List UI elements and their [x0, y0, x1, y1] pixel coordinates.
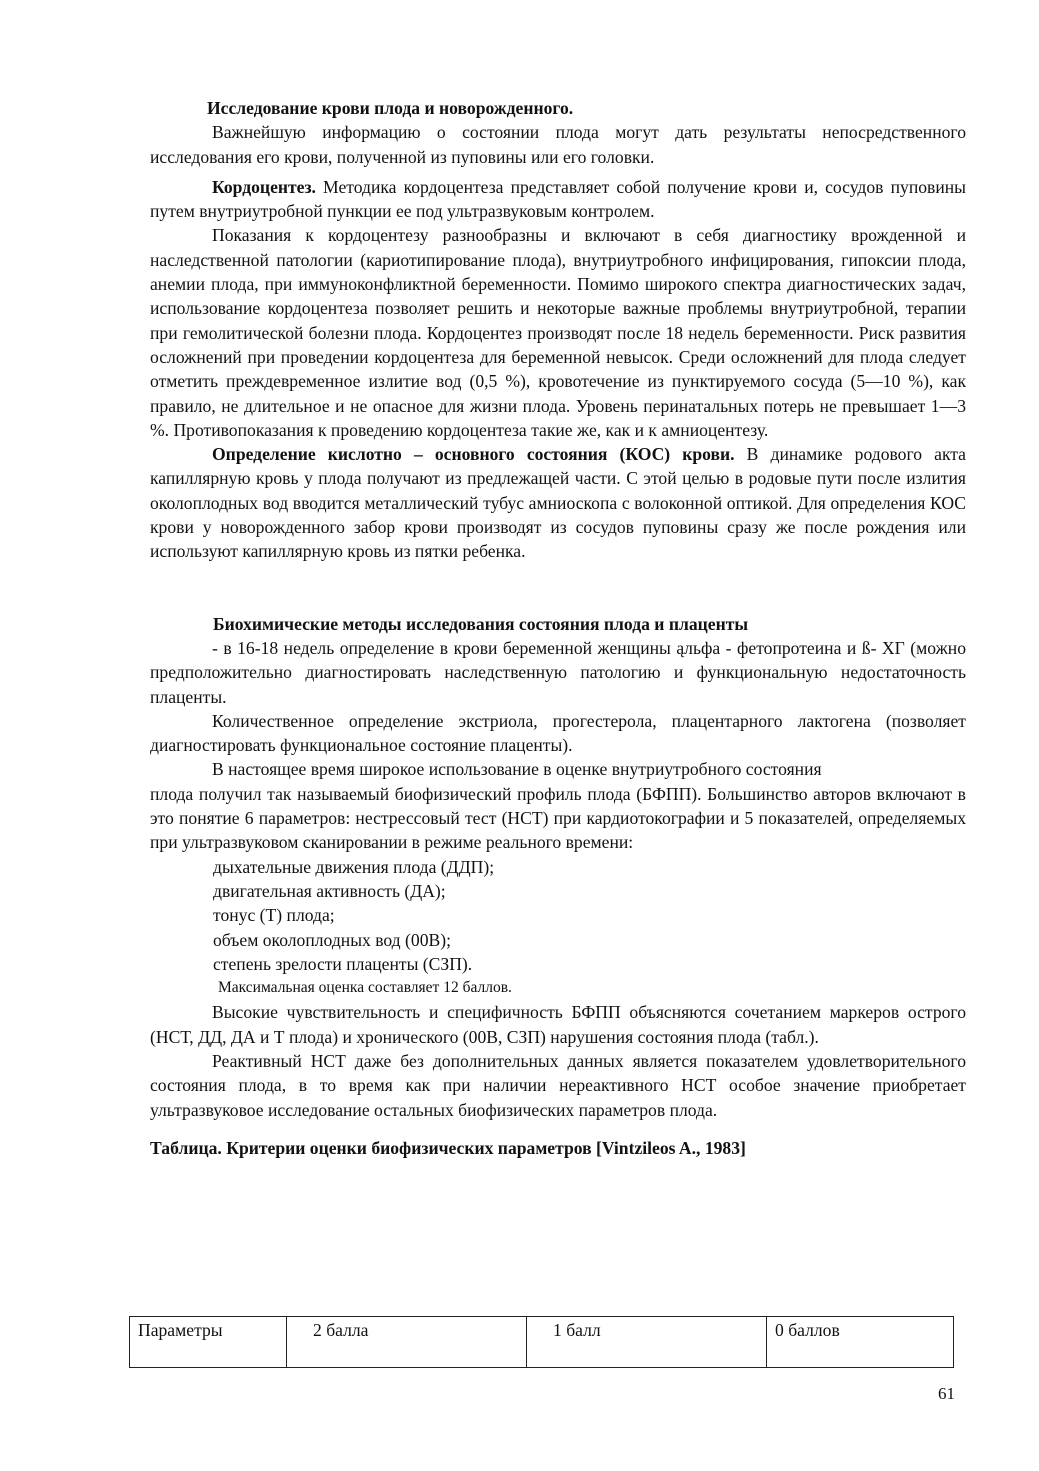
table-header-cell: 1 балл — [527, 1317, 767, 1368]
term-bold: Определение кислотно – основного состояния (КОС) крови. — [212, 444, 735, 465]
page-number: 61 — [938, 1384, 955, 1403]
section-title-blood: Исследование крови плода и новорожденного. — [207, 98, 574, 118]
table-caption: Таблица. Критерии оценки биофизических параметров [Vintzileos A., 1983] — [150, 1137, 746, 1158]
paragraph: - в 16-18 недель определение в крови беременной женщины ąльфа - фетопротеина и ß- ХГ (можно предположительно диагностировать наследственную патологию и функциональную недостаточность плаценты. — [150, 637, 966, 707]
paragraph: Реактивный НСТ даже без дополнительных данных является показателем удовлетворительного состояния плода, в то время как при наличии нереактивного НСТ особое значение приобретает ультразвуковое исследование остальных биофизических параметров плода. — [150, 1050, 966, 1120]
paragraph: Показания к кордоцентезу разнообразны и включают в себя диагностику врожденной и наследственной патологии (кариотипирование плода), внутриутробного инфицирования, гипоксии плода, анемии плода, при иммуноконфликтной беременности. Помимо широкого спектра диагностических задач, использование кордоцентеза позволяет решить и некоторые важные проблемы внутриутробной, терапии при гемолитической болезни плода. Кордоцентез производят после 18 недель беременности. Риск развития осложнений при проведении кордоцентеза для беременной невысок. Среди осложнений для плода следует отметить преждевременное излитие вод (0,5 %), кровотечение из пунктируемого сосуда (5—10 %), как правило, не длительное и не опасное для жизни плода. Уровень перинатальных потерь не превышает 1—3 %. Противопоказания к проведению кордоцентеза такие же, как и к амниоцентезу. — [150, 225, 966, 440]
note-max-score: Максимальная оценка составляет 12 баллов. — [218, 979, 512, 997]
document-page — [150, 96, 966, 1160]
paragraph: плода получил так называемый биофизический профиль плода (БФПП). Большинство авторов включают в это понятие 6 параметров: нестрессовый тест (НСТ) при кардиотокографии и 5 показателей, определяемых при ультразвуковом сканировании в режиме реального времени: — [150, 783, 966, 853]
paragraph: Высокие чувствительность и специфичность БФПП объясняются сочетанием маркеров острого (НСТ, ДД, ДА и Т плода) и хронического (00В, СЗП) нарушения состояния плода (табл.). — [150, 1002, 966, 1047]
list-item: дыхательные движения плода (ДДП); — [213, 856, 495, 877]
paragraph-kos — [150, 442, 966, 563]
term-bold: Кордоцентез. — [212, 176, 316, 197]
paragraph: Важнейшую информацию о состоянии плода могут дать результаты непосредственного исследования его крови, полученной из пуповины или его головки. — [150, 122, 966, 167]
list-item: тонус (Т) плода; — [213, 905, 335, 926]
section-title-biochem: Биохимические методы исследования состояния плода и плаценты — [213, 613, 749, 634]
table-header-cell: 2 балла — [287, 1317, 527, 1368]
table-header-cell: Параметры — [130, 1317, 287, 1368]
criteria-table — [129, 1316, 954, 1368]
table-header-row — [130, 1317, 954, 1368]
paragraph-text: В динамике родового акта капиллярную кровь у плода получают из предлежащей части. С этой целью в родовые пути после излития околоплодных вод вводится металлический тубус амниоскопа с волоконной оптикой. Для определения КОС крови у новорожденного забор крови производят из сосудов пуповины сразу же после рождения или используют капиллярную кровь из пятки ребенка. — [150, 444, 966, 562]
list-item: объем околоплодных вод (00В); — [213, 929, 451, 950]
paragraph: Количественное определение экстриола, прогестерола, плацентарного лактогена (позволяет диагностировать функциональное состояние плаценты). — [150, 710, 966, 756]
paragraph-text: Методика кордоцентеза представляет собой получение крови и, сосудов пуповины путем внутриутробной пункции ее под ультразвуковым контролем. — [150, 176, 966, 222]
table-header-cell: 0 баллов — [767, 1317, 954, 1368]
list-item: степень зрелости плаценты (СЗП). — [213, 953, 473, 974]
paragraph-cordocentesis — [150, 175, 966, 224]
list-item: двигательная активность (ДА); — [213, 880, 446, 901]
paragraph: В настоящее время широкое использование в оценке внутриутробного состояния — [212, 759, 822, 780]
